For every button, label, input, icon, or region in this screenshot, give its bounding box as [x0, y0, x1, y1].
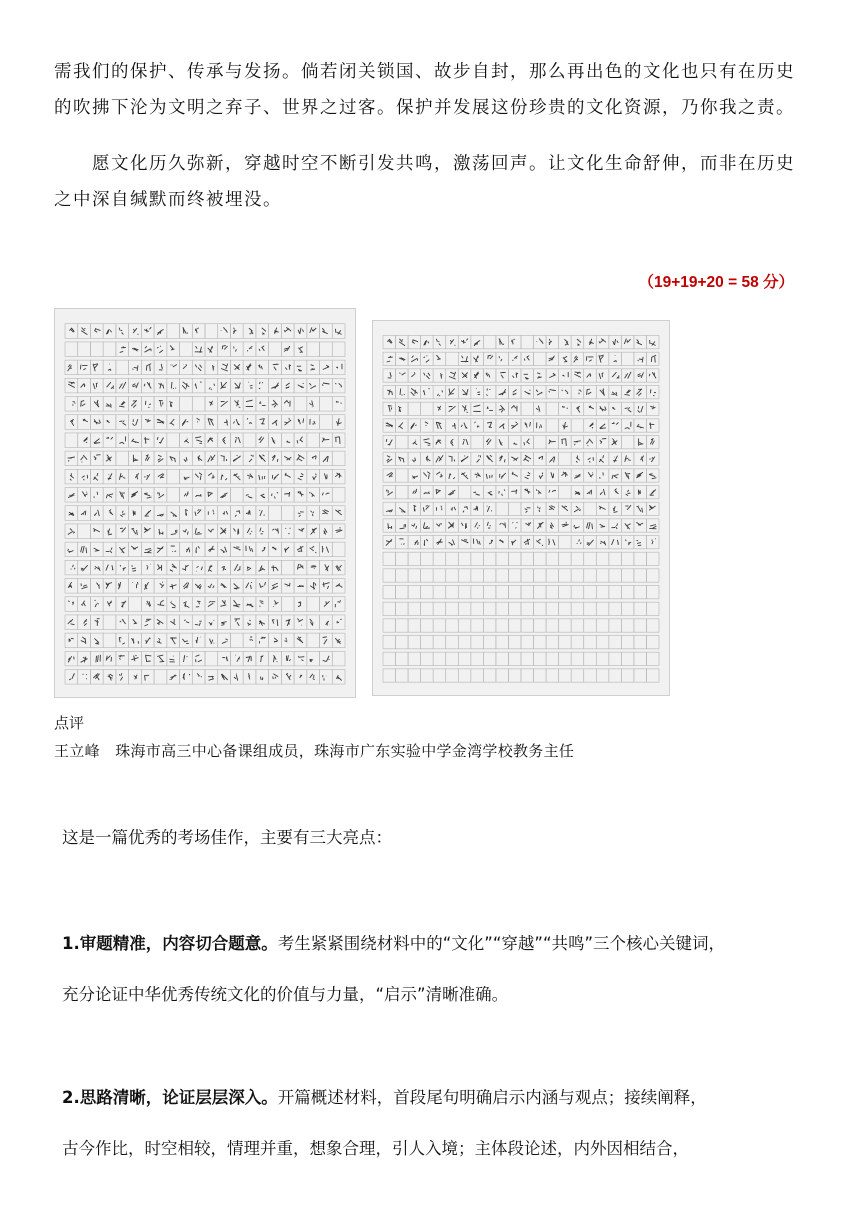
handwriting-grid-image — [55, 309, 355, 697]
review-intro: 这是一篇优秀的考场佳作，主要有三大亮点： — [62, 828, 392, 847]
essay-line: 愿文化历久弥新，穿越时空不断引发共鸣，激荡回声。让文化生命舒伸，而非在历史 — [54, 154, 795, 174]
review-point-1-cont: 充分论证中华优秀传统文化的价值与力量，“启示”清晰准确。 — [62, 985, 509, 1004]
essay-line: 需我们的保护、传承与发扬。倘若闭关锁国、故步自封，那么再出色的文化也只有在历史 — [54, 62, 795, 82]
essay-scan-page-1 — [54, 308, 356, 698]
comment-author: 王立峰 珠海市高三中心备课组成员，珠海市广东实验中学金湾学校教务主任 — [54, 742, 575, 760]
essay-scan-page-2 — [372, 320, 670, 696]
review-point-1 — [62, 934, 814, 954]
essay-paragraph — [54, 54, 810, 126]
score-total: （19+19+20 = 58 分） — [638, 274, 794, 291]
review-point-text: 考生紧紧围绕材料中的“文化”“穿越”“共鸣”三个核心关键词， — [277, 934, 726, 953]
review-point-heading: 1.审题精准，内容切合题意。 — [62, 934, 278, 953]
review-point-2-cont: 古今作比，时空相较，情理并重，想象合理，引人入境；主体段论述，内外因相结合， — [62, 1139, 689, 1158]
review-point-text: 开篇概述材料，首段尾句明确启示内涵与观点；接续阐释， — [277, 1088, 707, 1107]
essay-line: 的吹拂下沦为文明之弃子、世界之过客。保护并发展这份珍贵的文化资源，乃你我之责。 — [54, 98, 795, 118]
comment-heading: 点评 — [54, 714, 85, 732]
review-point-2 — [62, 1088, 814, 1108]
essay-paragraph — [54, 146, 810, 218]
essay-line: 之中深自缄默而终被埋没。 — [54, 190, 282, 210]
review-point-heading: 2.思路清晰，论证层层深入。 — [62, 1088, 278, 1107]
handwriting-grid-image — [373, 321, 669, 695]
